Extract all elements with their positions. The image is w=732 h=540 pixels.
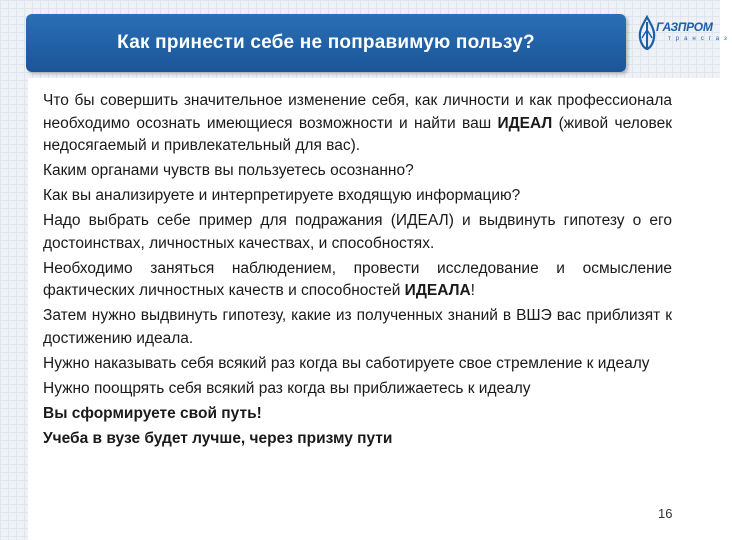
- body-text: [43, 90, 672, 453]
- company-logo: [636, 14, 732, 54]
- body-paragraph: [43, 305, 672, 350]
- bold-text: ИДЕАЛА: [404, 282, 471, 299]
- bold-text: Учеба в вузе будет лучше, через призму пути: [43, 429, 393, 447]
- body-paragraph: [43, 353, 672, 376]
- bold-text: ИДЕАЛ: [497, 114, 553, 132]
- paragraph-text: Что бы совершить значительное изменение себя, как личности и как профессионала необходимо осознать имеющиеся возможности и найти ваш: [43, 92, 672, 132]
- page-number: 16: [658, 506, 673, 521]
- body-paragraph: [43, 90, 672, 158]
- logo-text: ГАЗПРОМ: [656, 20, 713, 34]
- body-paragraph: [43, 210, 672, 255]
- body-paragraph: [43, 428, 672, 451]
- paragraph-text: Затем нужно выдвинуть гипотезу, какие из полученных знаний в ВШЭ вас приблизят к достижению идеала.: [43, 307, 672, 347]
- body-paragraph: [43, 403, 672, 426]
- body-paragraph: [43, 160, 672, 183]
- paragraph-text: Необходимо заняться наблюдением, провести исследование и осмысление фактических личностных качеств и способностей: [43, 259, 672, 299]
- body-paragraph: [43, 185, 672, 208]
- logo-subtext: трансгаз: [668, 36, 732, 42]
- paragraph-text: Нужно наказывать себя всякий раз когда вы саботируете свое стремление к идеалу: [43, 354, 650, 372]
- slide-title: Как принести себе не поправимую пользу?: [117, 32, 535, 53]
- paragraph-text: Нужно поощрять себя всякий раз когда вы приближаетесь к идеалу: [43, 379, 531, 397]
- body-paragraph: [43, 258, 672, 303]
- paragraph-text: Надо выбрать себе пример для подражания (ИДЕАЛ) и выдвинуть гипотезу о его достоинствах, личностных качествах, и способностях.: [43, 212, 672, 252]
- paragraph-text: Каким органами чувств вы пользуетесь осознанно?: [43, 162, 414, 179]
- paragraph-text: !: [470, 282, 475, 299]
- body-paragraph: [43, 378, 672, 401]
- gazprom-flame-icon: [636, 16, 658, 50]
- bold-text: Вы сформируете свой путь!: [43, 404, 262, 422]
- slide-title-banner: [26, 14, 626, 72]
- paragraph-text: Как вы анализируете и интерпретируете входящую информацию?: [43, 187, 521, 204]
- paragraph-text: (живой человек недосягаемый и привлекательный для вас).: [43, 114, 672, 154]
